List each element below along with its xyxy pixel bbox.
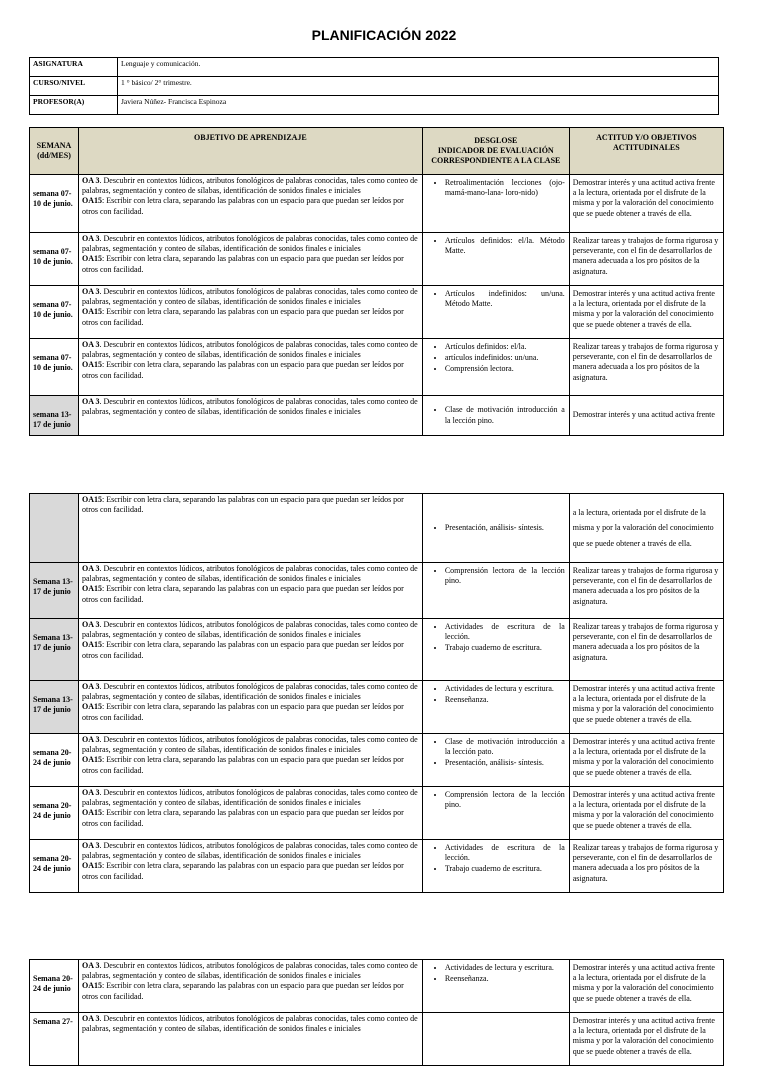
table-row [30,787,724,840]
header-desglose: DESGLOSE INDICADOR DE EVALUACIÓN CORRESPONDIENTE A LA CLASE [422,128,569,175]
list-item: • Comprensión lectora de la lección pino. [445,790,565,810]
list-item: • Clase de motivación introducción a la lección pato. [445,737,565,757]
desglose-cell [422,734,569,787]
objective-cell: OA 3. Descubrir en contextos lúdicos, atributos fonológicos de palabras conocidas, tales como conteo de palabras, segmentación y conteo de sílabas, identificación de sonidos finales e iniciales OA15: Escribir con letra clara, separando las palabras con un espacio para que puedan ser leídos por otros con facilidad. [78,840,422,893]
table-row [30,494,724,563]
list-item: • Actividades de lectura y escritura. [445,963,565,973]
objective-cell: OA 3. Descubrir en contextos lúdicos, atributos fonológicos de palabras conocidas, tales como conteo de palabras, segmentación y conteo de sílabas, identificación de sonidos finales e iniciales OA15: Escribir con letra clara, separando las palabras con un espacio para que puedan ser leídos por otros con facilidad. [78,233,422,286]
list-item: • Actividades de escritura de la lección. [445,622,565,642]
attitude-cell: Demostrar interés y una actitud activa frente a la lectura, orientada por el disfrute de la misma y por la valoración del conocimiento que se puede obtener a través de ella. [569,286,723,339]
table-row [30,840,724,893]
table-row [30,619,724,681]
header-semana: SEMANA (dd/MES) [30,128,79,175]
info-table [29,57,719,115]
desglose-cell [422,1013,569,1066]
desglose-cell [422,563,569,619]
attitude-cell: a la lectura, orientada por el disfrute de la misma y por la valoración del conocimiento que se puede obtener a través de ella. [569,494,723,563]
list-item: • Trabajo cuaderno de escritura. [445,864,565,874]
table-row [30,175,724,233]
attitude-cell: Demostrar interés y una actitud activa frente [569,396,723,436]
table-row [30,563,724,619]
list-item: • Retroalimentación lecciones (ojo-mamá-mano-lana- loro-nido) [445,178,565,198]
list-item: • Comprensión lectora de la lección pino. [445,566,565,586]
attitude-cell: Realizar tareas y trabajos de forma rigurosa y perseverante, con el fin de desarrollarlos de manera adecuada a los pro pósitos de la asignatura. [569,339,723,396]
info-row [30,58,719,77]
list-item: • Comprensión lectora. [445,364,565,374]
table-row [30,339,724,396]
desglose-cell [422,175,569,233]
list-item: • Artículos definidos: el/la. [445,342,565,352]
desglose-cell [422,396,569,436]
week-cell: semana 20-24 de junio [30,840,79,893]
planning-table-3 [29,959,724,1066]
attitude-cell: Demostrar interés y una actitud activa frente a la lectura, orientada por el disfrute de la misma y por la valoración del conocimiento que se puede obtener a través de ella. [569,787,723,840]
header-objetivo: OBJETIVO DE APRENDIZAJE [78,128,422,175]
week-cell: semana 07-10 de junio. [30,233,79,286]
week-cell: Semana 13-17 de junio [30,619,79,681]
desglose-cell [422,619,569,681]
list-item: • Trabajo cuaderno de escritura. [445,643,565,653]
week-cell: semana 07-10 de junio. [30,339,79,396]
table-row [30,960,724,1013]
list-item: • Reenseñanza. [445,695,565,705]
info-key: CURSO/NIVEL [30,77,118,96]
week-cell: semana 13-17 de junio [30,396,79,436]
table-row [30,286,724,339]
table-row [30,1013,724,1066]
info-key: PROFESOR(A) [30,96,118,115]
objective-cell: OA 3. Descubrir en contextos lúdicos, atributos fonológicos de palabras conocidas, tales como conteo de palabras, segmentación y conteo de sílabas, identificación de sonidos finales e iniciales OA15: Escribir con letra clara, separando las palabras con un espacio para que puedan ser leídos por otros con facilidad. [78,734,422,787]
desglose-cell [422,494,569,563]
planning-table-1 [29,127,724,436]
objective-cell: OA15: Escribir con letra clara, separando las palabras con un espacio para que puedan ser leídos por otros con facilidad. [78,494,422,563]
desglose-cell [422,840,569,893]
objective-cell: OA 3. Descubrir en contextos lúdicos, atributos fonológicos de palabras conocidas, tales como conteo de palabras, segmentación y conteo de sílabas, identificación de sonidos finales e iniciales OA15: Escribir con letra clara, separando las palabras con un espacio para que puedan ser leídos por otros con facilidad. [78,681,422,734]
week-cell: semana 07-10 de junio. [30,286,79,339]
list-item: • Presentación, análisis- síntesis. [445,758,565,768]
week-cell: semana 07-10 de junio. [30,175,79,233]
objective-cell: OA 3. Descubrir en contextos lúdicos, atributos fonológicos de palabras conocidas, tales como conteo de palabras, segmentación y conteo de sílabas, identificación de sonidos finales e iniciales OA15: Escribir con letra clara, separando las palabras con un espacio para que puedan ser leídos por otros con facilidad. [78,619,422,681]
info-key: ASIGNATURA [30,58,118,77]
header-row [30,128,724,175]
desglose-cell [422,286,569,339]
desglose-cell [422,960,569,1013]
table-row [30,681,724,734]
objective-cell: OA 3. Descubrir en contextos lúdicos, atributos fonológicos de palabras conocidas, tales como conteo de palabras, segmentación y conteo de sílabas, identificación de sonidos finales e iniciales OA15: Escribir con letra clara, separando las palabras con un espacio para que puedan ser leídos por otros con facilidad. [78,286,422,339]
objective-cell: OA 3. Descubrir en contextos lúdicos, atributos fonológicos de palabras conocidas, tales como conteo de palabras, segmentación y conteo de sílabas, identificación de sonidos finales e iniciales OA15: Escribir con letra clara, separando las palabras con un espacio para que puedan ser leídos por otros con facilidad. [78,563,422,619]
attitude-cell: Demostrar interés y una actitud activa frente a la lectura, orientada por el disfrute de la misma y por la valoración del conocimiento que se puede obtener a través de ella. [569,734,723,787]
attitude-cell: Realizar tareas y trabajos de forma rigurosa y perseverante, con el fin de desarrollarlos de manera adecuada a los pro pósitos de la asignatura. [569,563,723,619]
table-row [30,396,724,436]
table-row [30,734,724,787]
objective-cell: OA 3. Descubrir en contextos lúdicos, atributos fonológicos de palabras conocidas, tales como conteo de palabras, segmentación y conteo de sílabas, identificación de sonidos finales e iniciales [78,396,422,436]
desglose-cell [422,681,569,734]
objective-cell: OA 3. Descubrir en contextos lúdicos, atributos fonológicos de palabras conocidas, tales como conteo de palabras, segmentación y conteo de sílabas, identificación de sonidos finales e iniciales OA15: Escribir con letra clara, separando las palabras con un espacio para que puedan ser leídos por otros con facilidad. [78,339,422,396]
attitude-cell: Realizar tareas y trabajos de forma rigurosa y perseverante, con el fin de desarrollarlos de manera adecuada a los pro pósitos de la asignatura. [569,619,723,681]
page-title: PLANIFICACIÓN 2022 [311,27,457,43]
objective-cell: OA 3. Descubrir en contextos lúdicos, atributos fonológicos de palabras conocidas, tales como conteo de palabras, segmentación y conteo de sílabas, identificación de sonidos finales e iniciales [78,1013,422,1066]
table-row [30,233,724,286]
list-item: • Artículos indefinidos: un/una. Método Matte. [445,289,565,309]
attitude-cell: Demostrar interés y una actitud activa frente a la lectura, orientada por el disfrute de la misma y por la valoración del conocimiento que se puede obtener a través de ella. [569,175,723,233]
list-item: • Reenseñanza. [445,974,565,984]
attitude-cell: Realizar tareas y trabajos de forma rigurosa y perseverante, con el fin de desarrollarlos de manera adecuada a los pro pósitos de la asignatura. [569,233,723,286]
desglose-cell [422,787,569,840]
week-cell: Semana 27- [30,1013,79,1066]
week-cell: semana 20-24 de junio [30,787,79,840]
attitude-cell: Demostrar interés y una actitud activa frente a la lectura, orientada por el disfrute de la misma y por la valoración del conocimiento que se puede obtener a través de ella. [569,681,723,734]
list-item: • Presentación, análisis- síntesis. [445,523,565,533]
week-cell: Semana 13-17 de junio [30,681,79,734]
desglose-cell [422,339,569,396]
list-item: • Actividades de lectura y escritura. [445,684,565,694]
info-row [30,77,719,96]
list-item: • Clase de motivación introducción a la lección pino. [445,405,565,425]
info-row [30,96,719,115]
info-value: Lenguaje y comunicación. [118,58,719,77]
week-cell: semana 20-24 de junio [30,734,79,787]
list-item: • Actividades de escritura de la lección. [445,843,565,863]
desglose-cell [422,233,569,286]
list-item: • Artículos definidos: el/la. Método Matte. [445,236,565,256]
attitude-cell: Realizar tareas y trabajos de forma rigurosa y perseverante, con el fin de desarrollarlos de manera adecuada a los pro pósitos de la asignatura. [569,840,723,893]
objective-cell: OA 3. Descubrir en contextos lúdicos, atributos fonológicos de palabras conocidas, tales como conteo de palabras, segmentación y conteo de sílabas, identificación de sonidos finales e iniciales OA15: Escribir con letra clara, separando las palabras con un espacio para que puedan ser leídos por otros con facilidad. [78,960,422,1013]
planning-table-2 [29,493,724,893]
list-item: • artículos indefinidos: un/una. [445,353,565,363]
objective-cell: OA 3. Descubrir en contextos lúdicos, atributos fonológicos de palabras conocidas, tales como conteo de palabras, segmentación y conteo de sílabas, identificación de sonidos finales e iniciales OA15: Escribir con letra clara, separando las palabras con un espacio para que puedan ser leídos por otros con facilidad. [78,175,422,233]
info-value: Javiera Núñez- Francisca Espinoza [118,96,719,115]
week-cell: Semana 13-17 de junio [30,563,79,619]
info-value: 1 ° básico/ 2° trimestre. [118,77,719,96]
objective-cell: OA 3. Descubrir en contextos lúdicos, atributos fonológicos de palabras conocidas, tales como conteo de palabras, segmentación y conteo de sílabas, identificación de sonidos finales e iniciales OA15: Escribir con letra clara, separando las palabras con un espacio para que puedan ser leídos por otros con facilidad. [78,787,422,840]
attitude-cell: Demostrar interés y una actitud activa frente a la lectura, orientada por el disfrute de la misma y por la valoración del conocimiento que se puede obtener a través de ella. [569,960,723,1013]
header-actitud: ACTITUD Y/O OBJETIVOS ACTITUDINALES [569,128,723,175]
week-cell [30,494,79,563]
attitude-cell: Demostrar interés y una actitud activa frente a la lectura, orientada por el disfrute de la misma y por la valoración del conocimiento que se puede obtener a través de ella. [569,1013,723,1066]
week-cell: Semana 20-24 de junio [30,960,79,1013]
